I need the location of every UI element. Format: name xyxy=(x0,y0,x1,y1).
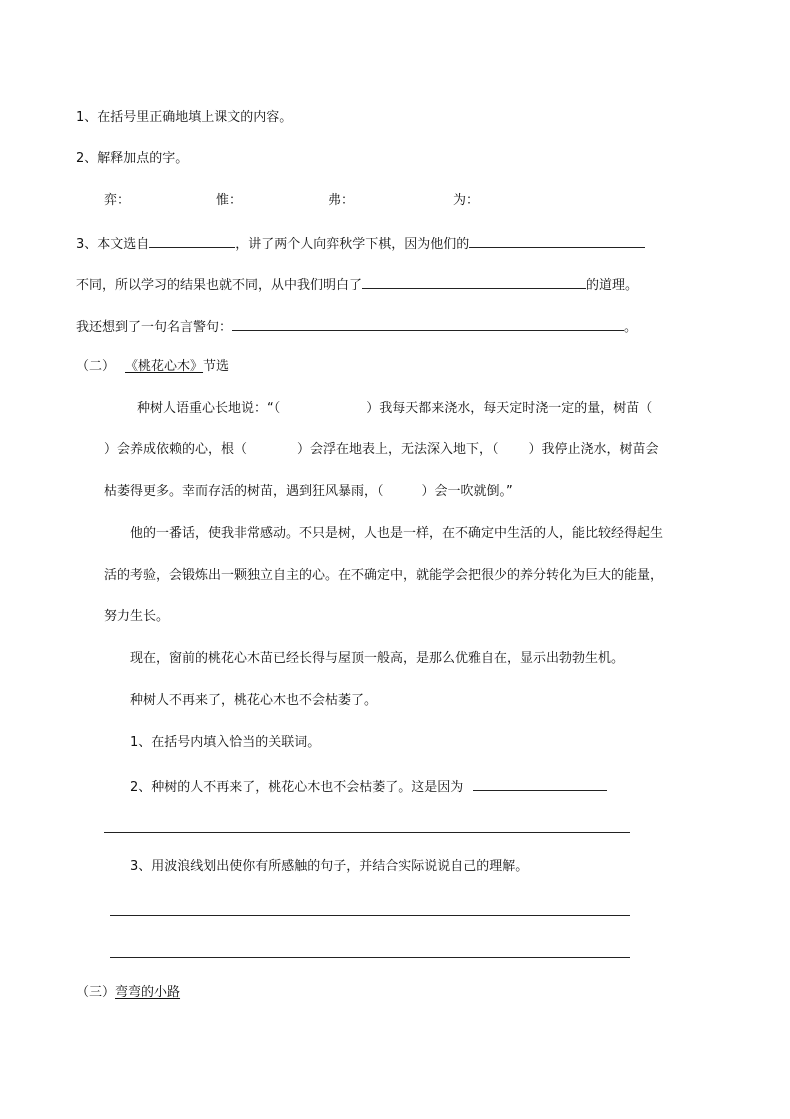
para-1-line-2 xyxy=(104,441,659,459)
para-2-line-2: 活的考验，会锻炼出一颗独立自主的心。在不确定中，就能学会把很少的养分转化为巨大的能量， xyxy=(104,568,664,583)
sub-question-3: 3、用波浪线划出使你有所感触的句子，并结合实际说说自己的理解。 xyxy=(130,859,529,874)
p1-l3-b: ）会一吹就倒。” xyxy=(421,484,513,499)
section-2-heading xyxy=(76,358,229,376)
p1-l1-b: ）我每天都来浇水，每天定时浇一定的量，树苗（ xyxy=(366,401,653,416)
q3-blank-reason[interactable] xyxy=(469,233,645,248)
sub-question-2-text: 2、种树的人不再来了，桃花心木也不会枯萎了。这是因为 xyxy=(130,780,464,795)
para-1-line-3 xyxy=(104,483,513,501)
sub-question-2 xyxy=(130,776,607,797)
section-2-prefix: （二） xyxy=(76,359,116,374)
section-2-title: 《桃花心木》 xyxy=(125,359,204,374)
answer-line-3[interactable] xyxy=(110,957,630,958)
para-2-line-1: 他的一番话，使我非常感动。不只是树，人也是一样，在不确定中生活的人，能比较经得起生 xyxy=(130,526,664,541)
char-fu: 弗： xyxy=(328,193,355,208)
q3-blank-quote[interactable] xyxy=(232,316,624,331)
answer-line-1[interactable] xyxy=(104,832,630,833)
section-3-prefix: （三） xyxy=(76,985,116,1000)
sub-question-2-blank[interactable] xyxy=(473,776,607,791)
question-3-line3 xyxy=(76,316,637,337)
para-3: 现在，窗前的桃花心木苗已经长得与屋顶一般高，是那么优雅自在，显示出勃勃生机。 xyxy=(130,651,625,666)
p1-l1-a: 种树人语重心长地说：“（ xyxy=(137,401,281,416)
para-2-line-3: 努力生长。 xyxy=(104,609,170,624)
q3-blank-lesson[interactable] xyxy=(362,274,586,289)
question-2: 2、解释加点的字。 xyxy=(76,151,189,166)
para-1-line-1 xyxy=(137,400,652,418)
q3-text-c: 不同，所以学习的结果也就不同，从中我们明白了 xyxy=(76,278,363,293)
p1-l2-b: ）会浮在地表上，无法深入地下，（ xyxy=(297,442,499,457)
question-3-line2 xyxy=(76,274,638,295)
p1-l2-c: ）我停止浇水，树苗会 xyxy=(528,442,659,457)
q3-text-a: 3、本文选自 xyxy=(76,237,150,252)
section-3-title: 弯弯的小路 xyxy=(115,985,181,1000)
q3-text-b: ，讲了两个人向弈秋学下棋，因为他们的 xyxy=(235,237,470,252)
para-4: 种树人不再来了，桃花心木也不会枯萎了。 xyxy=(130,693,378,708)
char-wei: 惟： xyxy=(216,193,243,208)
q3-text-e: 我还想到了一句名言警句： xyxy=(76,320,233,335)
char-yi: 弈： xyxy=(104,193,131,208)
question-3-line1 xyxy=(76,233,645,254)
q3-text-f: 。 xyxy=(624,320,638,335)
q3-blank-source[interactable] xyxy=(149,233,235,248)
sub-question-1: 1、在括号内填入恰当的关联词。 xyxy=(130,735,321,750)
char-wei2: 为： xyxy=(453,193,480,208)
section-3-heading xyxy=(76,984,180,1002)
answer-line-2[interactable] xyxy=(110,915,630,916)
section-2-suffix: 节选 xyxy=(203,359,230,374)
question-1: 1、在括号里正确地填上课文的内容。 xyxy=(76,110,293,125)
q3-text-d: 的道理。 xyxy=(586,278,639,293)
p1-l3-a: 枯萎得更多。幸而存活的树苗，遇到狂风暴雨，（ xyxy=(104,484,384,499)
p1-l2-a: ）会养成依赖的心，根（ xyxy=(104,442,248,457)
